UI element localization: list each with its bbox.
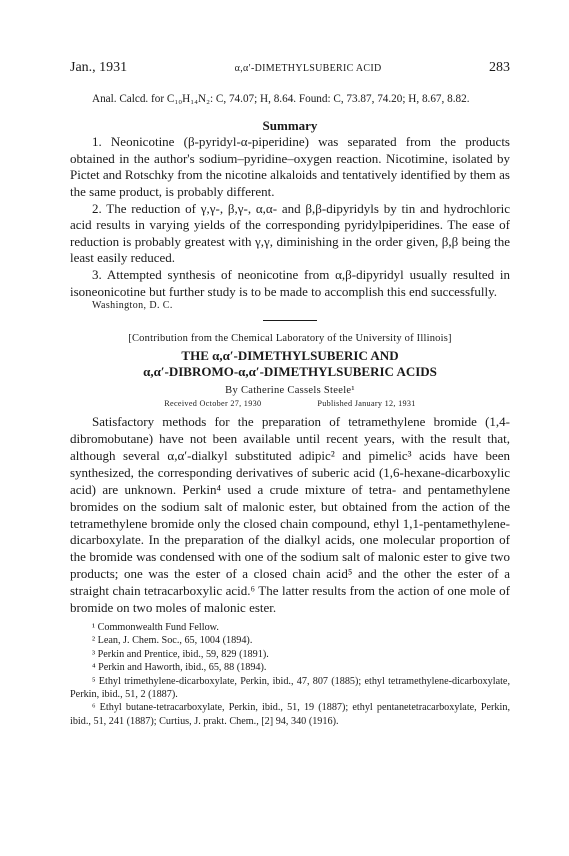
article-title-line-1: THE α,α′-DIMETHYLSUBERIC AND: [181, 348, 399, 364]
footnote-3: ³ Perkin and Prentice, ibid., 59, 829 (1891).: [92, 648, 269, 660]
location-line: Washington, D. C.: [92, 300, 173, 312]
running-header: [70, 60, 510, 76]
analysis-line: Anal. Calcd. for C₁₀H₁₄N₂: C, 74.07; H, 8.64. Found: C, 73.87, 74.20; H, 8.67, 8.82.: [92, 93, 470, 105]
article-author: By Catherine Cassels Steele¹: [225, 385, 355, 397]
article-title-line-2: α,α′-DIBROMO-α,α′-DIMETHYLSUBERIC ACIDS: [143, 364, 437, 380]
article-dates: [70, 399, 510, 408]
summary-heading: Summary: [262, 118, 318, 134]
footnotes: [70, 621, 510, 728]
section-divider: [263, 320, 317, 321]
summary-item-1: 1. Neonicotine (β-pyridyl-α-piperidine) was separated from the products obtained in the author's sodium–pyridine–oxygen reaction. Nicotimine, isolated by Pictet and Rotschky from the nicotine alkaloids and tentatively identified by them as the same product, is probably different.: [70, 134, 510, 199]
page-number: 283: [488, 60, 510, 75]
summary-item-2: 2. The reduction of γ,γ-, β,γ-, α,α- and β,β-dipyridyls by tin and hydrochloric acid results in varying yields of the corresponding pyridylpiperidines. The ease of reduction is probably greatest with γ,γ, diminishing in the order given, β,β being the least easily reduced.: [70, 200, 510, 266]
footnote-4: ⁴ Perkin and Haworth, ibid., 65, 88 (1894).: [92, 662, 267, 674]
article-title: [70, 348, 510, 380]
footnote-2: ² Lean, J. Chem. Soc., 65, 1004 (1894).: [92, 635, 253, 647]
footnote-6: ⁶ Ethyl butane-tetracarboxylate, Perkin, ibid., 51, 19 (1887); ethyl pentanetetracarboxylate, Perkin, ibid., 51, 241 (1887); Curtius, J. prakt. Chem., [2] 94, 340 (1916).: [70, 702, 510, 727]
received-date: Received October 27, 1930: [164, 399, 262, 409]
header-title: α,α′-DIMETHYLSUBERIC ACID: [234, 63, 382, 74]
journal-page: [70, 60, 510, 728]
summary-item-3: 3. Attempted synthesis of neonicotine from α,β-dipyridyl usually resulted in isoneonicotine but further study is to be made to accomplish this end successfully.: [70, 266, 510, 299]
header-date: Jan., 1931: [70, 60, 128, 75]
contribution-line: [Contribution from the Chemical Laboratory of the University of Illinois]: [128, 333, 452, 345]
footnote-5: ⁵ Ethyl trimethylene-dicarboxylate, Perkin, ibid., 47, 807 (1885); ethyl tetramethylene-dicarboxylate, Perkin, ibid., 51, 2 (1887).: [70, 675, 510, 701]
article-body-paragraph: Satisfactory methods for the preparation of tetramethylene bromide (1,4-dibromobutane) have not been available until recent years, with the result that, although several α,α′-dialkyl substituted adipic² and pimelic³ acids have been synthesized, the corresponding derivatives of suberic acid (1,6-hexane-dicarboxylic acid) are unknown. Perkin⁴ used a crude mixture of tetra- and pentamethylene bromides on the sodium salt of malonic ester, but obtained from the action of the tetramethylene bromide only the closed chain compound, ethyl 1,1-pentamethylene-dicarboxylate. In the preparation of the dialkyl acids, one molecular proportion of the bromide was condensed with one of the sodium salt of malonic ester to give two products; one was the ester of a closed chain acid⁵ and the other the ester of a straight chain tetracarboxylic acid.⁶ The latter results from the action of one mole of bromide on two moles of malonic ester.: [70, 414, 510, 616]
footnote-1: ¹ Commonwealth Fund Fellow.: [92, 622, 219, 633]
published-date: Published January 12, 1931: [317, 399, 416, 409]
